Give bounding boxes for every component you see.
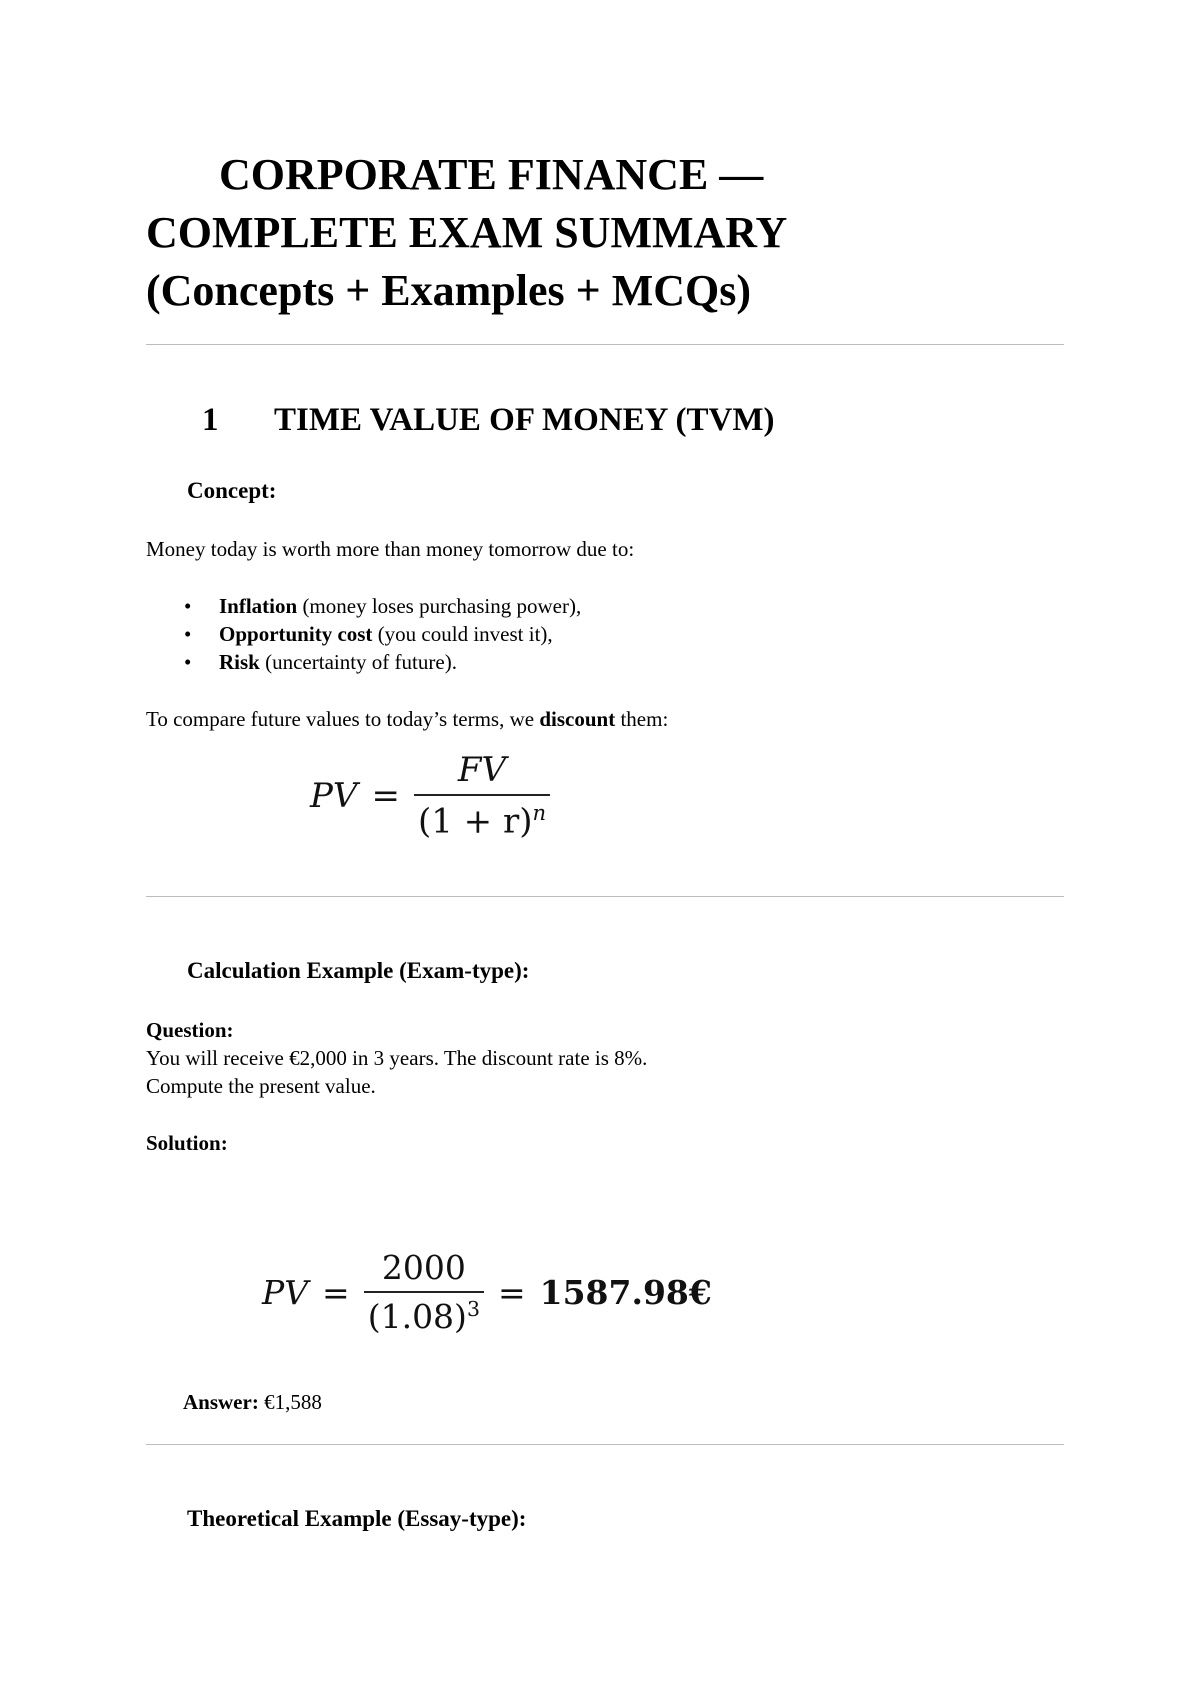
section-number: 1	[202, 402, 219, 438]
title-line-2: COMPLETE EXAM SUMMARY	[146, 208, 788, 257]
solution-label-text: Solution:	[146, 1131, 228, 1155]
bullet-text: (money loses purchasing power),	[297, 594, 582, 618]
formula-denominator	[414, 796, 550, 841]
calc-lhs: PV	[262, 1272, 309, 1312]
title-line-3: (Concepts + Examples + MCQs)	[146, 266, 751, 315]
discount-sentence	[146, 705, 668, 733]
discount-text-post: them:	[615, 707, 669, 731]
formula-fraction	[414, 750, 550, 841]
question-line-1: You will receive €2,000 in 3 years. The discount rate is 8%.	[146, 1046, 648, 1070]
list-item	[146, 592, 581, 620]
bullet-icon: •	[184, 594, 192, 618]
bullet-term: Inflation	[219, 594, 298, 618]
pv-formula	[310, 750, 550, 841]
document-title	[146, 146, 1066, 320]
calc-example-heading: Calculation Example (Exam-type):	[187, 958, 530, 983]
formula-equals: =	[371, 775, 400, 816]
bullet-text: (you could invest it),	[372, 622, 553, 646]
title-line-1: CORPORATE FINANCE —	[219, 150, 764, 199]
bullet-term: Risk	[219, 650, 260, 674]
solution-label	[146, 1129, 228, 1157]
calc-result: 1587.98€	[539, 1272, 712, 1312]
question-label: Question:	[146, 1018, 234, 1042]
answer-value: €1,588	[258, 1390, 322, 1414]
calc-denominator	[364, 1293, 484, 1336]
horizontal-rule	[146, 344, 1064, 345]
question-line-2: Compute the present value.	[146, 1074, 376, 1098]
calc-fraction	[364, 1248, 484, 1336]
bullet-term: Opportunity cost	[219, 622, 373, 646]
denominator-base: (1 + r)	[417, 801, 533, 842]
list-item	[146, 620, 581, 648]
calc-denominator-base: (1.08)	[367, 1297, 467, 1336]
horizontal-rule	[146, 1444, 1064, 1445]
pv-calculation-formula	[262, 1248, 712, 1336]
calc-denominator-exponent: 3	[466, 1297, 480, 1321]
concept-label: Concept:	[187, 478, 277, 503]
discount-text-pre: To compare future values to today’s terms, we	[146, 707, 540, 731]
answer-label: Answer:	[183, 1390, 259, 1414]
list-item	[146, 648, 581, 676]
question-block	[146, 1016, 647, 1100]
calc-numerator: 2000	[381, 1248, 466, 1287]
theory-example-heading: Theoretical Example (Essay-type):	[187, 1506, 527, 1531]
answer-line	[183, 1388, 322, 1416]
bullet-icon: •	[184, 622, 192, 646]
reasons-list	[146, 592, 581, 676]
formula-lhs: PV	[310, 775, 358, 816]
section-heading-tvm	[202, 400, 775, 440]
concept-intro: Money today is worth more than money tomorrow due to:	[146, 537, 635, 561]
calc-equals: =	[322, 1272, 350, 1312]
bullet-text: (uncertainty of future).	[259, 650, 457, 674]
denominator-exponent: n	[532, 800, 547, 825]
discount-word: discount	[539, 707, 616, 731]
horizontal-rule	[146, 896, 1064, 897]
formula-numerator: FV	[457, 750, 507, 790]
calc-equals-2: =	[497, 1272, 526, 1312]
bullet-icon: •	[184, 650, 192, 674]
section-title: TIME VALUE OF MONEY (TVM)	[274, 402, 775, 438]
